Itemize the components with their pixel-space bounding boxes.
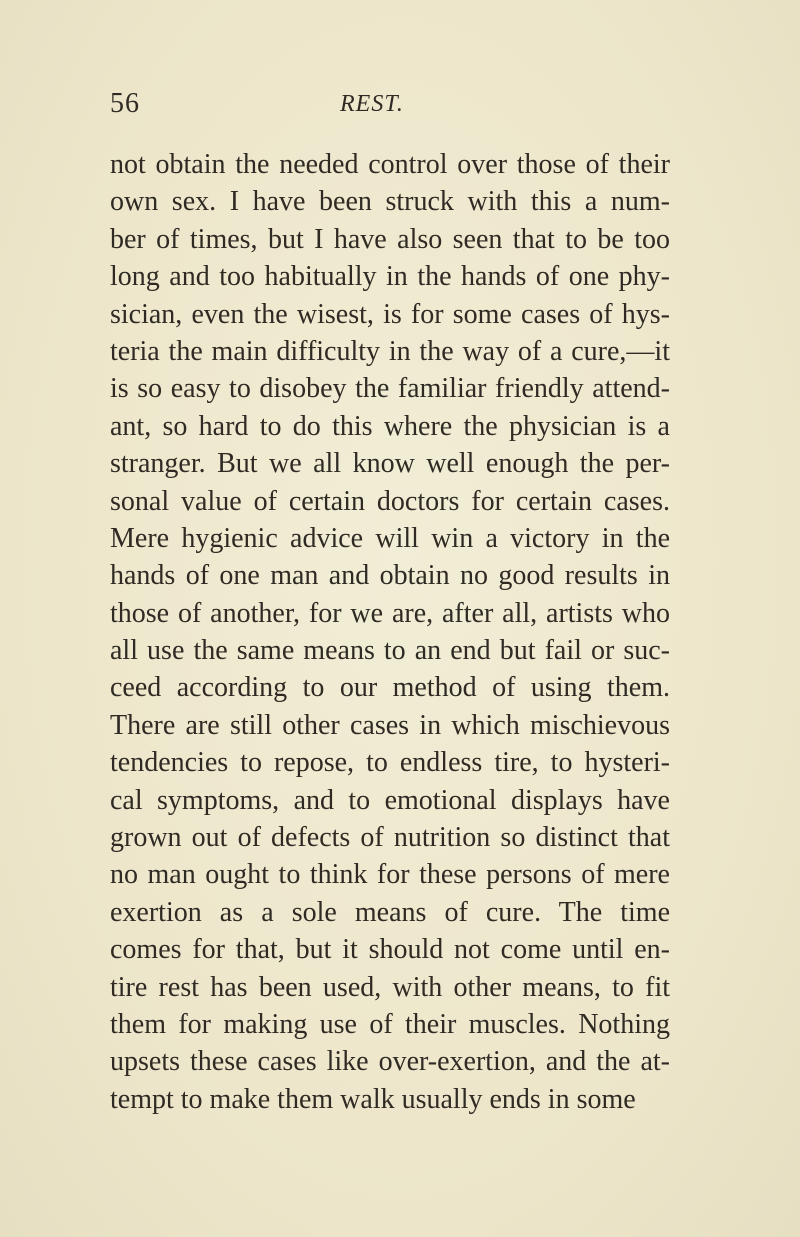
text-line: no man ought to think for these persons of mere (110, 859, 670, 891)
text-line: sician, even the wisest, is for some cases of hys- (110, 298, 670, 330)
text-line: long and too habitually in the hands of one phy- (110, 261, 670, 293)
text-line: all use the same means to an end but fail or suc- (110, 635, 670, 667)
text-line: comes for that, but it should not come until en- (110, 934, 670, 966)
text-line: ceed according to our method of using them. (110, 672, 670, 704)
text-line: exertion as a sole means of cure. The time (110, 896, 670, 928)
text-line: own sex. I have been struck with this a num- (110, 186, 670, 218)
text-line: those of another, for we are, after all, artists who (110, 597, 670, 629)
text-line: tire rest has been used, with other means, to fit (110, 971, 670, 1003)
text-line: There are still other cases in which mischievous (110, 709, 670, 741)
text-line: not obtain the needed control over those of their (110, 149, 670, 180)
text-line: grown out of defects of nutrition so distinct that (110, 822, 670, 854)
text-line: stranger. But we all know well enough the per- (110, 448, 670, 480)
text-line: them for making use of their muscles. Nothing (110, 1008, 670, 1040)
text-line: ant, so hard to do this where the physician is a (110, 410, 670, 442)
text-line: hands of one man and obtain no good results in (110, 560, 670, 592)
running-head: REST. (340, 91, 404, 117)
text-line: teria the main difficulty in the way of a cure,—it (110, 335, 670, 367)
text-line: upsets these cases like over-exertion, and the at- (110, 1046, 670, 1078)
text-line: is so easy to disobey the familiar friendly attend- (110, 373, 670, 405)
text-line: sonal value of certain doctors for certain cases. (110, 485, 670, 517)
text-line: tendencies to repose, to endless tire, to hysteri- (110, 747, 670, 779)
text-line: Mere hygienic advice will win a victory in the (110, 522, 670, 554)
body-text (110, 146, 670, 1118)
page-header (0, 88, 800, 124)
text-line: tempt to make them walk usually ends in some (110, 1083, 636, 1115)
text-line: ber of times, but I have also seen that to be too (110, 223, 670, 255)
text-line: cal symptoms, and to emotional displays have (110, 784, 670, 816)
page-number: 56 (110, 88, 140, 119)
